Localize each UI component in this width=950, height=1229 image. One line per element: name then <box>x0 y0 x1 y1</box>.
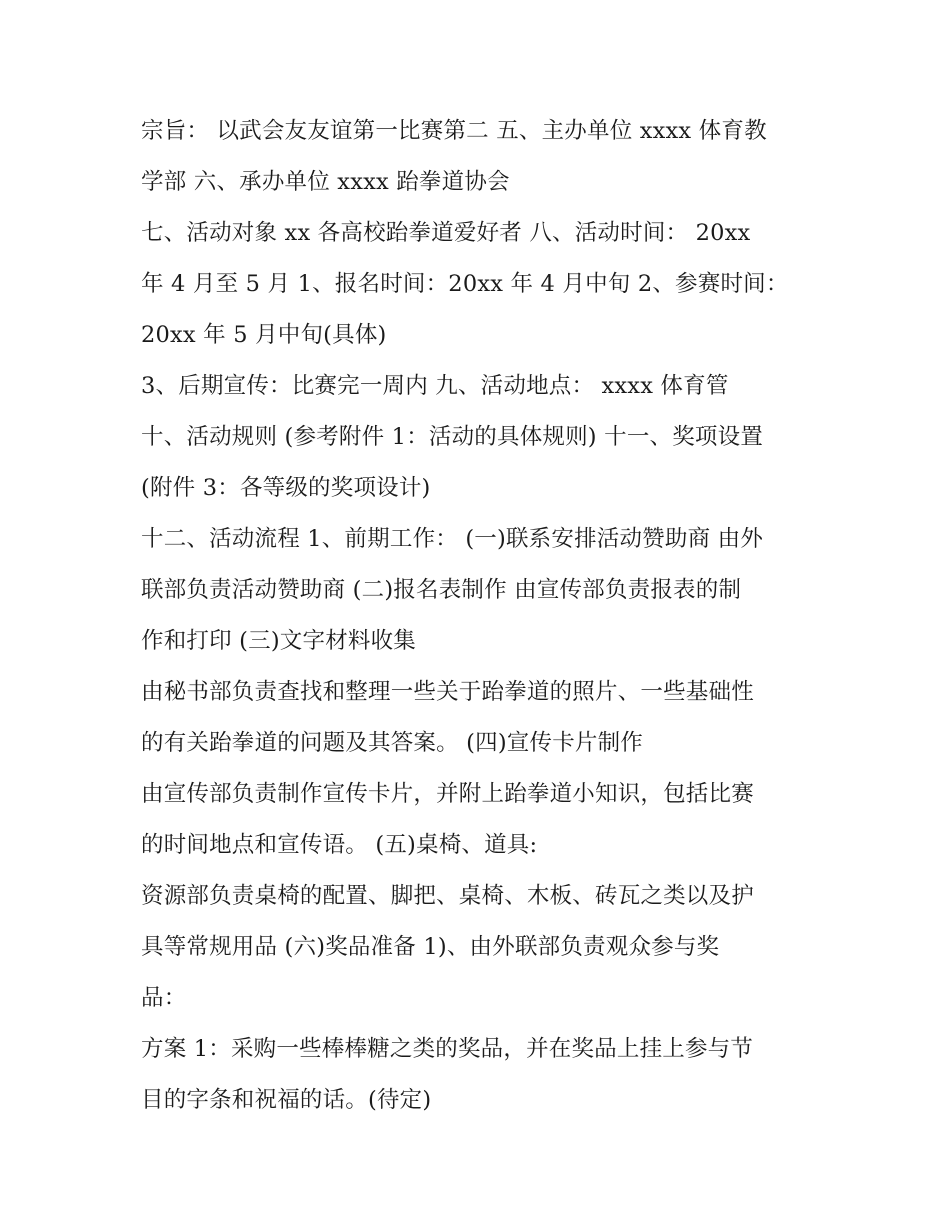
text-line: 作和打印 (三)文字材料收集 <box>141 628 417 654</box>
text-line: 联部负责活动赞助商 (二)报名表制作 由宣传部负责报表的制 <box>141 577 742 603</box>
text-line: 具等常规用品 (六)奖品准备 1)、由外联部负责观众参与奖 <box>141 934 720 960</box>
text-line: 的时间地点和宣传语。 (五)桌椅、道具: <box>141 832 538 858</box>
text-line: 3、后期宣传：比赛完一周内 九、活动地点： xxxx 体育管 <box>141 373 729 399</box>
text-line: 学部 六、承办单位 xxxx 跆拳道协会 <box>141 169 510 195</box>
text-line: 品： <box>141 985 187 1011</box>
text-line: 方案 1：采购一些棒棒糖之类的奖品，并在奖品上挂上参与节 <box>141 1036 754 1062</box>
text-line: 宗旨： 以武会友友谊第一比赛第二 五、主办单位 xxxx 体育教 <box>141 118 767 144</box>
text-line: 20xx 年 5 月中旬(具体) <box>141 322 387 348</box>
text-line: 的有关跆拳道的问题及其答案。 (四)宣传卡片制作 <box>141 730 644 756</box>
document-body <box>141 106 821 1126</box>
text-line: 资源部负责桌椅的配置、脚把、桌椅、木板、砖瓦之类以及护 <box>141 883 754 909</box>
text-line: 七、活动对象 xx 各高校跆拳道爱好者 八、活动时间： 20xx <box>141 220 751 246</box>
text-line: 十二、活动流程 1、前期工作： (一)联系安排活动赞助商 由外 <box>141 526 764 552</box>
text-line: 年 4 月至 5 月 1、报名时间：20xx 年 4 月中旬 2、参赛时间： <box>141 271 789 297</box>
text-line: 由宣传部负责制作宣传卡片，并附上跆拳道小知识，包括比赛 <box>141 781 754 807</box>
text-line: (附件 3：各等级的奖项设计) <box>141 475 431 501</box>
text-line: 十、活动规则 (参考附件 1：活动的具体规则) 十一、奖项设置 <box>141 424 764 450</box>
text-line: 由秘书部负责查找和整理一些关于跆拳道的照片、一些基础性 <box>141 679 754 705</box>
text-line: 目的字条和祝福的话。(待定) <box>141 1087 432 1113</box>
